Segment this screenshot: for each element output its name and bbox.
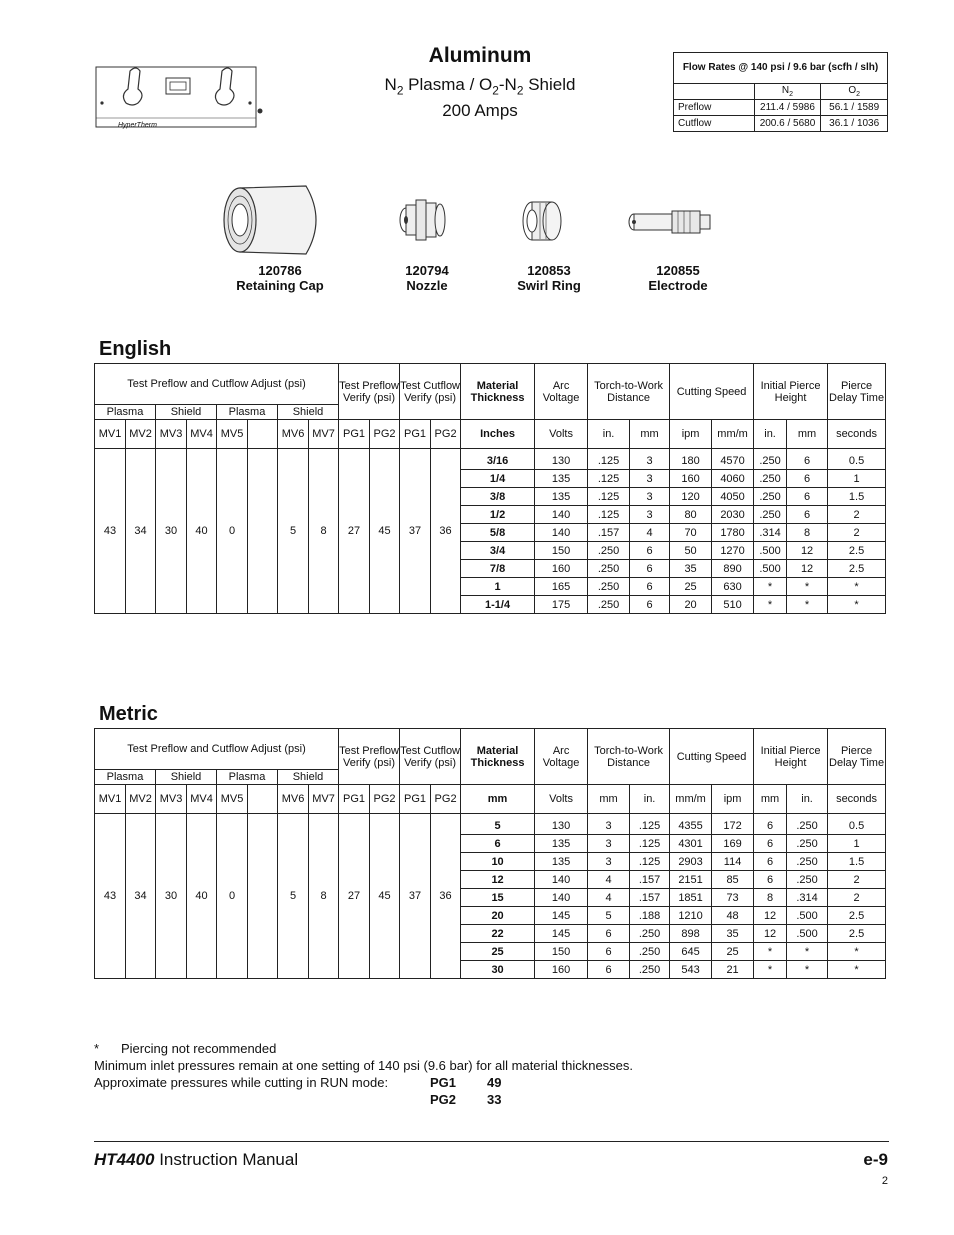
value-cell: * bbox=[754, 943, 787, 961]
value-cell: 3 bbox=[588, 835, 630, 853]
header-torch: Torch-to-Work Distance bbox=[588, 364, 670, 420]
header-group: Shield bbox=[278, 405, 339, 420]
value-cell: .157 bbox=[630, 889, 670, 907]
table-row bbox=[95, 814, 886, 835]
pg1-label: PG1 bbox=[430, 1075, 457, 1090]
value-cell: 20 bbox=[670, 596, 712, 614]
value-cell: 140 bbox=[535, 871, 588, 889]
value-cell: 4 bbox=[588, 871, 630, 889]
value-cell: 120 bbox=[670, 488, 712, 506]
thickness-cell: 5/8 bbox=[461, 524, 535, 542]
footer-manual: HT4400 Instruction Manual bbox=[94, 1150, 299, 1169]
value-cell: 0.5 bbox=[828, 814, 886, 835]
value-cell: 6 bbox=[630, 596, 670, 614]
value-cell: 25 bbox=[712, 943, 754, 961]
header-valve bbox=[248, 420, 278, 449]
thickness-cell: 3/8 bbox=[461, 488, 535, 506]
product-name: HT4400 bbox=[94, 1150, 155, 1169]
header-valve: PG2 bbox=[370, 785, 400, 814]
value-cell: .500 bbox=[754, 560, 787, 578]
pg2-label: PG2 bbox=[430, 1092, 457, 1107]
metric-section-title: Metric bbox=[99, 703, 158, 725]
setting-value: 5 bbox=[278, 814, 309, 979]
thickness-cell: 6 bbox=[461, 835, 535, 853]
value-cell: 150 bbox=[535, 943, 588, 961]
value-cell: 1851 bbox=[670, 889, 712, 907]
value-cell: 4050 bbox=[712, 488, 754, 506]
value-cell: 135 bbox=[535, 853, 588, 871]
value-cell: * bbox=[787, 596, 828, 614]
value-cell: 160 bbox=[535, 961, 588, 979]
value-cell: 2903 bbox=[670, 853, 712, 871]
thickness-cell: 15 bbox=[461, 889, 535, 907]
header-unit: mm/m bbox=[712, 420, 754, 449]
part-electrode: 120855 Electrode bbox=[648, 263, 708, 293]
value-cell: .250 bbox=[630, 961, 670, 979]
value-cell: 160 bbox=[535, 560, 588, 578]
value-cell: 8 bbox=[754, 889, 787, 907]
header-valve: PG1 bbox=[339, 785, 370, 814]
setting-value: 27 bbox=[339, 814, 370, 979]
value-cell: .250 bbox=[588, 596, 630, 614]
pg2-value: 33 bbox=[487, 1092, 502, 1107]
value-cell: .125 bbox=[588, 506, 630, 524]
nozzle-icon bbox=[394, 195, 450, 250]
thickness-cell: 5 bbox=[461, 814, 535, 835]
header-valve: MV7 bbox=[309, 785, 339, 814]
metric-cut-chart bbox=[94, 728, 886, 979]
thickness-cell: 20 bbox=[461, 907, 535, 925]
header-group: Shield bbox=[156, 770, 217, 785]
value-cell: .250 bbox=[754, 506, 787, 524]
value-cell: 140 bbox=[535, 506, 588, 524]
value-cell: 35 bbox=[670, 560, 712, 578]
header-valve: MV5 bbox=[217, 420, 248, 449]
header-unit: mm bbox=[787, 420, 828, 449]
value-cell: .125 bbox=[630, 835, 670, 853]
setting-value: 0 bbox=[217, 814, 248, 979]
value-cell: 4355 bbox=[670, 814, 712, 835]
value-cell: 4 bbox=[588, 889, 630, 907]
header-cutflow: Test Cutflow Verify (psi) bbox=[400, 729, 461, 785]
setting-value: 27 bbox=[339, 449, 370, 614]
value-cell: 3 bbox=[630, 488, 670, 506]
page-number-small: 2 bbox=[881, 1175, 888, 1187]
value-cell: 12 bbox=[754, 907, 787, 925]
setting-value: 30 bbox=[156, 814, 187, 979]
value-cell: 6 bbox=[787, 470, 828, 488]
value-cell: 6 bbox=[787, 506, 828, 524]
header-material: Material Thickness bbox=[461, 729, 535, 785]
header-valve: PG1 bbox=[400, 420, 431, 449]
english-cut-chart bbox=[94, 363, 886, 614]
value-cell: 114 bbox=[712, 853, 754, 871]
header-unit: ipm bbox=[712, 785, 754, 814]
header-unit: Volts bbox=[535, 785, 588, 814]
value-cell: 140 bbox=[535, 889, 588, 907]
value-cell: 4570 bbox=[712, 449, 754, 470]
flow-rates-table bbox=[673, 52, 888, 132]
value-cell: 6 bbox=[787, 449, 828, 470]
value-cell: 6 bbox=[787, 488, 828, 506]
header-unit: in. bbox=[630, 785, 670, 814]
value-cell: 630 bbox=[712, 578, 754, 596]
setting-value: 43 bbox=[95, 814, 126, 979]
value-cell: * bbox=[828, 943, 886, 961]
header-unit: mm/m bbox=[670, 785, 712, 814]
value-cell: 3 bbox=[630, 449, 670, 470]
value-cell: 135 bbox=[535, 470, 588, 488]
value-cell: * bbox=[828, 596, 886, 614]
header-unit: mm bbox=[754, 785, 787, 814]
value-cell: 145 bbox=[535, 925, 588, 943]
header-valve: MV4 bbox=[187, 785, 217, 814]
header-group: Shield bbox=[156, 405, 217, 420]
header-preflow: Test Preflow Verify (psi) bbox=[339, 364, 400, 420]
setting-value bbox=[248, 814, 278, 979]
table-row: Preflow 211.4 / 5986 56.1 / 1589 bbox=[674, 100, 888, 116]
value-cell: 3 bbox=[588, 853, 630, 871]
value-cell: 0.5 bbox=[828, 449, 886, 470]
value-cell: 135 bbox=[535, 488, 588, 506]
value-cell: * bbox=[828, 961, 886, 979]
value-cell: 160 bbox=[670, 470, 712, 488]
value-cell: .250 bbox=[588, 578, 630, 596]
header-valve: PG2 bbox=[431, 420, 461, 449]
value-cell: 3 bbox=[630, 506, 670, 524]
thickness-cell: 7/8 bbox=[461, 560, 535, 578]
logo-text: HyperTherm bbox=[118, 122, 157, 129]
setting-value: 36 bbox=[431, 814, 461, 979]
value-cell: 73 bbox=[712, 889, 754, 907]
header-valve: MV1 bbox=[95, 785, 126, 814]
header-valve: MV6 bbox=[278, 420, 309, 449]
gas-console-diagram bbox=[94, 63, 272, 135]
thickness-cell: 1/2 bbox=[461, 506, 535, 524]
setting-value: 8 bbox=[309, 814, 339, 979]
header-group: Plasma bbox=[95, 770, 156, 785]
value-cell: .157 bbox=[630, 871, 670, 889]
thickness-cell: 12 bbox=[461, 871, 535, 889]
thickness-cell: 1/4 bbox=[461, 470, 535, 488]
value-cell: 2.5 bbox=[828, 907, 886, 925]
value-cell: 50 bbox=[670, 542, 712, 560]
header-speed: Cutting Speed bbox=[670, 364, 754, 420]
value-cell: 172 bbox=[712, 814, 754, 835]
setting-value: 5 bbox=[278, 449, 309, 614]
note-approx: Approximate pressures while cutting in RUN mode: bbox=[94, 1075, 389, 1090]
header-unit: ipm bbox=[670, 420, 712, 449]
header-group: Plasma bbox=[217, 405, 278, 420]
value-cell: 645 bbox=[670, 943, 712, 961]
value-cell: .250 bbox=[787, 835, 828, 853]
header-valve: MV5 bbox=[217, 785, 248, 814]
value-cell: .125 bbox=[588, 449, 630, 470]
value-cell: 48 bbox=[712, 907, 754, 925]
value-cell: 35 bbox=[712, 925, 754, 943]
value-cell: 70 bbox=[670, 524, 712, 542]
value-cell: .250 bbox=[787, 814, 828, 835]
value-cell: 2.5 bbox=[828, 925, 886, 943]
value-cell: 6 bbox=[630, 560, 670, 578]
value-cell: 898 bbox=[670, 925, 712, 943]
thickness-cell: 3/4 bbox=[461, 542, 535, 560]
value-cell: 3 bbox=[588, 814, 630, 835]
header-unit: mm bbox=[461, 785, 535, 814]
header-preflow: Test Preflow Verify (psi) bbox=[339, 729, 400, 785]
value-cell: .500 bbox=[787, 925, 828, 943]
retaining-cap-icon bbox=[218, 180, 330, 265]
setting-value bbox=[248, 449, 278, 614]
header-valve: MV4 bbox=[187, 420, 217, 449]
header-adjust: Test Preflow and Cutflow Adjust (psi) bbox=[95, 729, 339, 770]
swirl-ring-icon bbox=[520, 198, 564, 249]
value-cell: 890 bbox=[712, 560, 754, 578]
value-cell: .250 bbox=[588, 560, 630, 578]
thickness-cell: 10 bbox=[461, 853, 535, 871]
thickness-cell: 22 bbox=[461, 925, 535, 943]
header-unit: in. bbox=[588, 420, 630, 449]
value-cell: * bbox=[787, 943, 828, 961]
page-number: e-9 bbox=[863, 1150, 888, 1169]
value-cell: 12 bbox=[787, 542, 828, 560]
note-piercing: Piercing not recommended bbox=[121, 1041, 277, 1056]
page-subtitle: $N_2$ Plasma / $O_2-N_2$ Shield bbox=[384, 75, 576, 98]
header-valve: MV2 bbox=[126, 785, 156, 814]
value-cell: 2.5 bbox=[828, 542, 886, 560]
value-cell: 5 bbox=[588, 907, 630, 925]
value-cell: 2030 bbox=[712, 506, 754, 524]
part-retaining-cap: 120786 Retaining Cap bbox=[236, 263, 324, 293]
value-cell: .314 bbox=[787, 889, 828, 907]
value-cell: 2 bbox=[828, 889, 886, 907]
value-cell: * bbox=[787, 578, 828, 596]
value-cell: 1.5 bbox=[828, 853, 886, 871]
setting-value: 30 bbox=[156, 449, 187, 614]
value-cell: 140 bbox=[535, 524, 588, 542]
electrode-icon bbox=[626, 205, 716, 244]
value-cell: .125 bbox=[588, 488, 630, 506]
setting-value: 0 bbox=[217, 449, 248, 614]
header-unit: seconds bbox=[828, 785, 886, 814]
value-cell: 6 bbox=[588, 925, 630, 943]
value-cell: 180 bbox=[670, 449, 712, 470]
header-valve: MV3 bbox=[156, 420, 187, 449]
value-cell: 135 bbox=[535, 835, 588, 853]
header-unit: mm bbox=[588, 785, 630, 814]
value-cell: .250 bbox=[754, 488, 787, 506]
value-cell: .250 bbox=[754, 470, 787, 488]
value-cell: .125 bbox=[630, 814, 670, 835]
part-nozzle: 120794 Nozzle bbox=[405, 263, 449, 293]
header-group: Shield bbox=[278, 770, 339, 785]
value-cell: 8 bbox=[787, 524, 828, 542]
setting-value: 45 bbox=[370, 449, 400, 614]
value-cell: 165 bbox=[535, 578, 588, 596]
value-cell: 21 bbox=[712, 961, 754, 979]
value-cell: .250 bbox=[754, 449, 787, 470]
header-cutflow: Test Cutflow Verify (psi) bbox=[400, 364, 461, 420]
thickness-cell: 3/16 bbox=[461, 449, 535, 470]
value-cell: 6 bbox=[754, 853, 787, 871]
value-cell: * bbox=[754, 961, 787, 979]
header-arc: Arc Voltage bbox=[535, 364, 588, 420]
value-cell: 1.5 bbox=[828, 488, 886, 506]
value-cell: 6 bbox=[588, 961, 630, 979]
value-cell: .157 bbox=[588, 524, 630, 542]
header-valve: MV1 bbox=[95, 420, 126, 449]
value-cell: 1 bbox=[828, 470, 886, 488]
setting-value: 34 bbox=[126, 814, 156, 979]
value-cell: 543 bbox=[670, 961, 712, 979]
header-material: Material Thickness bbox=[461, 364, 535, 420]
value-cell: 6 bbox=[754, 835, 787, 853]
header-valve: PG1 bbox=[339, 420, 370, 449]
header-pierce-height: Initial Pierce Height bbox=[754, 364, 828, 420]
value-cell: 85 bbox=[712, 871, 754, 889]
header-unit: Volts bbox=[535, 420, 588, 449]
value-cell: 1270 bbox=[712, 542, 754, 560]
value-cell: .188 bbox=[630, 907, 670, 925]
header-unit: seconds bbox=[828, 420, 886, 449]
note-asterisk: * bbox=[94, 1041, 100, 1056]
value-cell: 6 bbox=[754, 814, 787, 835]
table-row: Cutflow 200.6 / 5680 36.1 / 1036 bbox=[674, 116, 888, 132]
header-unit: in. bbox=[787, 785, 828, 814]
header-valve: PG2 bbox=[431, 785, 461, 814]
value-cell: 80 bbox=[670, 506, 712, 524]
header-unit: in. bbox=[754, 420, 787, 449]
value-cell: 25 bbox=[670, 578, 712, 596]
footer-rule bbox=[94, 1141, 889, 1142]
value-cell: 1210 bbox=[670, 907, 712, 925]
value-cell: 12 bbox=[754, 925, 787, 943]
setting-value: 37 bbox=[400, 449, 431, 614]
english-table bbox=[94, 363, 886, 614]
setting-value: 37 bbox=[400, 814, 431, 979]
header-pierce-height: Initial Pierce Height bbox=[754, 729, 828, 785]
header-pierce-delay: Pierce Delay Time bbox=[828, 729, 886, 785]
flow-rates-title: Flow Rates @ 140 psi / 9.6 bar (scfh / slh) bbox=[674, 53, 888, 84]
header-valve: PG2 bbox=[370, 420, 400, 449]
value-cell: 4060 bbox=[712, 470, 754, 488]
metric-table bbox=[94, 728, 886, 979]
value-cell: 6 bbox=[630, 542, 670, 560]
header-valve: MV2 bbox=[126, 420, 156, 449]
header-group: Plasma bbox=[95, 405, 156, 420]
thickness-cell: 1-1/4 bbox=[461, 596, 535, 614]
value-cell: * bbox=[754, 578, 787, 596]
value-cell: 1780 bbox=[712, 524, 754, 542]
part-swirl-ring: 120853 Swirl Ring bbox=[517, 263, 581, 293]
thickness-cell: 25 bbox=[461, 943, 535, 961]
value-cell: 150 bbox=[535, 542, 588, 560]
value-cell: 3 bbox=[630, 470, 670, 488]
value-cell: 6 bbox=[754, 871, 787, 889]
header-valve: PG1 bbox=[400, 785, 431, 814]
value-cell: 145 bbox=[535, 907, 588, 925]
setting-value: 40 bbox=[187, 449, 217, 614]
setting-value: 40 bbox=[187, 814, 217, 979]
value-cell: .125 bbox=[588, 470, 630, 488]
value-cell: .314 bbox=[754, 524, 787, 542]
value-cell: 130 bbox=[535, 449, 588, 470]
thickness-cell: 30 bbox=[461, 961, 535, 979]
header-pierce-delay: Pierce Delay Time bbox=[828, 364, 886, 420]
value-cell: 2 bbox=[828, 871, 886, 889]
setting-value: 45 bbox=[370, 814, 400, 979]
value-cell: 1 bbox=[828, 835, 886, 853]
value-cell: .500 bbox=[754, 542, 787, 560]
value-cell: .250 bbox=[787, 853, 828, 871]
flow-col-n2: $N_2$ bbox=[754, 84, 821, 100]
value-cell: 130 bbox=[535, 814, 588, 835]
value-cell: 2151 bbox=[670, 871, 712, 889]
value-cell: .250 bbox=[630, 943, 670, 961]
setting-value: 43 bbox=[95, 449, 126, 614]
header-unit: mm bbox=[630, 420, 670, 449]
value-cell: * bbox=[754, 596, 787, 614]
pg1-value: 49 bbox=[487, 1075, 502, 1090]
english-section-title: English bbox=[99, 338, 172, 360]
value-cell: 4 bbox=[630, 524, 670, 542]
value-cell: .250 bbox=[630, 925, 670, 943]
value-cell: 169 bbox=[712, 835, 754, 853]
value-cell: 6 bbox=[588, 943, 630, 961]
value-cell: 2 bbox=[828, 506, 886, 524]
value-cell: * bbox=[787, 961, 828, 979]
note-min-inlet: Minimum inlet pressures remain at one setting of 140 psi (9.6 bar) for all material thicknesses. bbox=[94, 1058, 634, 1073]
header-torch: Torch-to-Work Distance bbox=[588, 729, 670, 785]
value-cell: .250 bbox=[787, 871, 828, 889]
value-cell: 6 bbox=[630, 578, 670, 596]
header-speed: Cutting Speed bbox=[670, 729, 754, 785]
flow-col-o2: $O_2$ bbox=[821, 84, 888, 100]
value-cell: .500 bbox=[787, 907, 828, 925]
value-cell: * bbox=[828, 578, 886, 596]
value-cell: 4301 bbox=[670, 835, 712, 853]
value-cell: 2 bbox=[828, 524, 886, 542]
table-row bbox=[95, 449, 886, 470]
header-valve: MV6 bbox=[278, 785, 309, 814]
header-adjust: Test Preflow and Cutflow Adjust (psi) bbox=[95, 364, 339, 405]
value-cell: .125 bbox=[630, 853, 670, 871]
setting-value: 8 bbox=[309, 449, 339, 614]
value-cell: 12 bbox=[787, 560, 828, 578]
page-title: Aluminum bbox=[428, 44, 532, 67]
setting-value: 36 bbox=[431, 449, 461, 614]
value-cell: 2.5 bbox=[828, 560, 886, 578]
header-valve: MV7 bbox=[309, 420, 339, 449]
header-valve bbox=[248, 785, 278, 814]
value-cell: .250 bbox=[588, 542, 630, 560]
thickness-cell: 1 bbox=[461, 578, 535, 596]
value-cell: 175 bbox=[535, 596, 588, 614]
header-group: Plasma bbox=[217, 770, 278, 785]
header-valve: MV3 bbox=[156, 785, 187, 814]
setting-value: 34 bbox=[126, 449, 156, 614]
value-cell: 510 bbox=[712, 596, 754, 614]
header-arc: Arc Voltage bbox=[535, 729, 588, 785]
amperage: 200 Amps bbox=[442, 101, 518, 120]
header-unit: Inches bbox=[461, 420, 535, 449]
